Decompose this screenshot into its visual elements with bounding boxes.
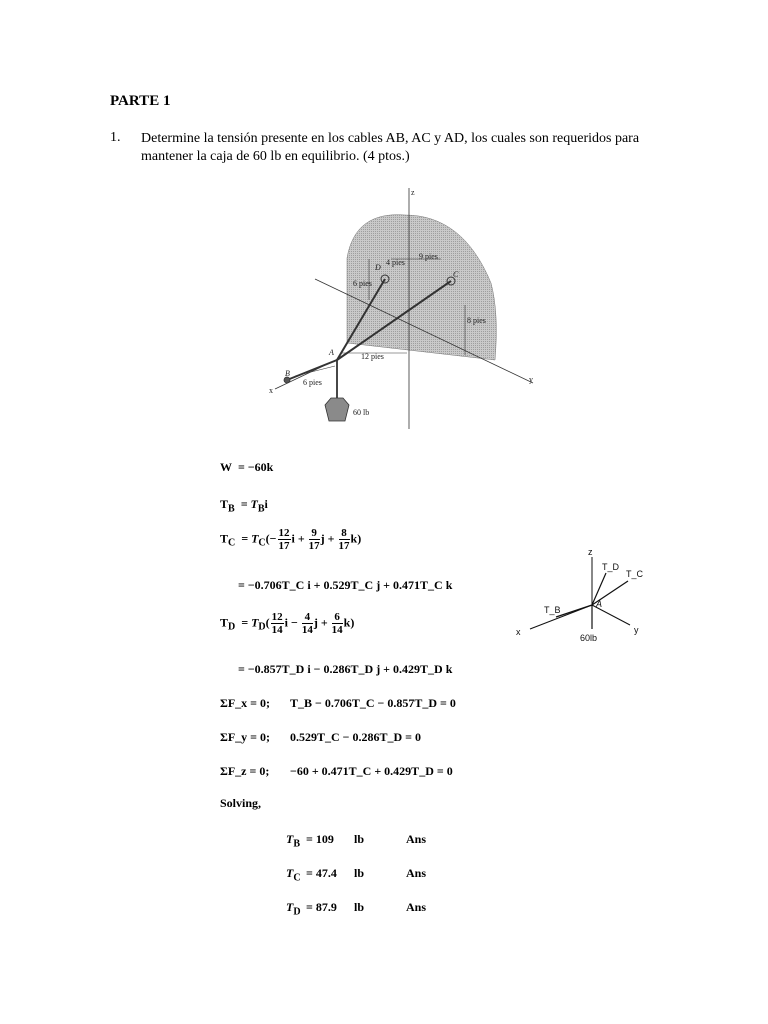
eq-tc-expanded: = −0.706T_C i + 0.529T_C j + 0.471T_C k bbox=[238, 578, 453, 592]
label-D: D bbox=[375, 263, 381, 272]
result-unit: lb bbox=[354, 866, 365, 880]
dim-6-pies-top: 6 pies bbox=[353, 279, 372, 288]
result-var: $T_C$ bbox=[286, 866, 301, 884]
box-60lb bbox=[325, 398, 349, 421]
eq-tc-unit-vector: $T_C = T_C(-$ $\frac{12}{17}$ i + $\frac{9}{17}$ j + $\frac{8}{17}$ k) bbox=[220, 527, 362, 552]
problem-figure bbox=[243, 183, 551, 430]
result-var: $T_D$ bbox=[286, 900, 301, 918]
eq-sum-fz-label: ΣF_z = 0; bbox=[220, 764, 270, 778]
result-value: = 47.4 bbox=[306, 866, 337, 880]
dim-6-pies-bottom: 6 pies bbox=[303, 378, 322, 387]
question-text: Determine la tensión presente en los cables AB, AC y AD, los cuales son requeridos para mantener la caja de 60 lb en equilibrio. (4 ptos.) bbox=[141, 131, 640, 164]
sketch-tc: T_C bbox=[626, 569, 644, 579]
dim-9-pies: 9 pies bbox=[419, 252, 438, 261]
label-z: z bbox=[411, 188, 415, 197]
eq-sum-fx: T_B − 0.706T_C − 0.857T_D = 0 bbox=[290, 696, 456, 710]
result-unit: lb bbox=[354, 832, 365, 846]
eq-sum-fy: 0.529T_C − 0.286T_D = 0 bbox=[290, 730, 422, 744]
result-tag: Ans bbox=[406, 866, 427, 880]
result-var: $T_B$ bbox=[286, 832, 301, 850]
section-heading: PARTE 1 bbox=[110, 93, 171, 109]
eq-td-unit-vector: $T_D = T_D$( $\frac{12}{14}$ i − $\frac{4}{14}$ j + $\frac{6}{14}$ k) bbox=[220, 611, 355, 636]
result-td bbox=[286, 900, 446, 916]
sketch-y: y bbox=[634, 625, 639, 635]
dim-4-pies: 4 pies bbox=[386, 258, 405, 267]
eq-sum-fy-label: ΣF_y = 0; bbox=[220, 730, 271, 744]
eq-td-expanded: = −0.857T_D i − 0.286T_D j + 0.429T_D k bbox=[238, 662, 453, 676]
label-A: A bbox=[329, 348, 334, 357]
result-value: = 109 bbox=[306, 832, 334, 846]
sketch-x: x bbox=[516, 627, 521, 637]
result-tc bbox=[286, 866, 446, 882]
label-C: C bbox=[453, 270, 459, 279]
label-x: x bbox=[269, 386, 273, 395]
eq-weight: W = −60k bbox=[220, 460, 274, 474]
eq-tb: $T_B = T_Bi$ bbox=[220, 497, 268, 515]
dim-8-pies: 8 pies bbox=[467, 316, 486, 325]
sketch-A: A bbox=[596, 599, 603, 609]
result-tag: Ans bbox=[406, 832, 427, 846]
eq-sum-fz: −60 + 0.471T_C + 0.429T_D = 0 bbox=[290, 764, 453, 778]
dim-12-pies: 12 pies bbox=[361, 352, 384, 361]
eq-sum-fx-label: ΣF_x = 0; bbox=[220, 696, 271, 710]
free-body-sketch bbox=[510, 545, 650, 645]
result-tb bbox=[286, 832, 446, 848]
label-y: y bbox=[529, 375, 533, 384]
sketch-weight: 60lb bbox=[580, 633, 598, 643]
result-value: = 87.9 bbox=[306, 900, 337, 914]
result-tag: Ans bbox=[406, 900, 427, 914]
label-weight: 60 lb bbox=[353, 408, 370, 417]
result-unit: lb bbox=[354, 900, 365, 914]
sketch-tb: T_B bbox=[544, 605, 561, 615]
sketch-td: T_D bbox=[602, 562, 620, 572]
question-number: 1. bbox=[110, 130, 121, 145]
sketch-z: z bbox=[588, 547, 593, 557]
label-B: B bbox=[285, 369, 290, 378]
solving-label: Solving, bbox=[220, 796, 262, 810]
